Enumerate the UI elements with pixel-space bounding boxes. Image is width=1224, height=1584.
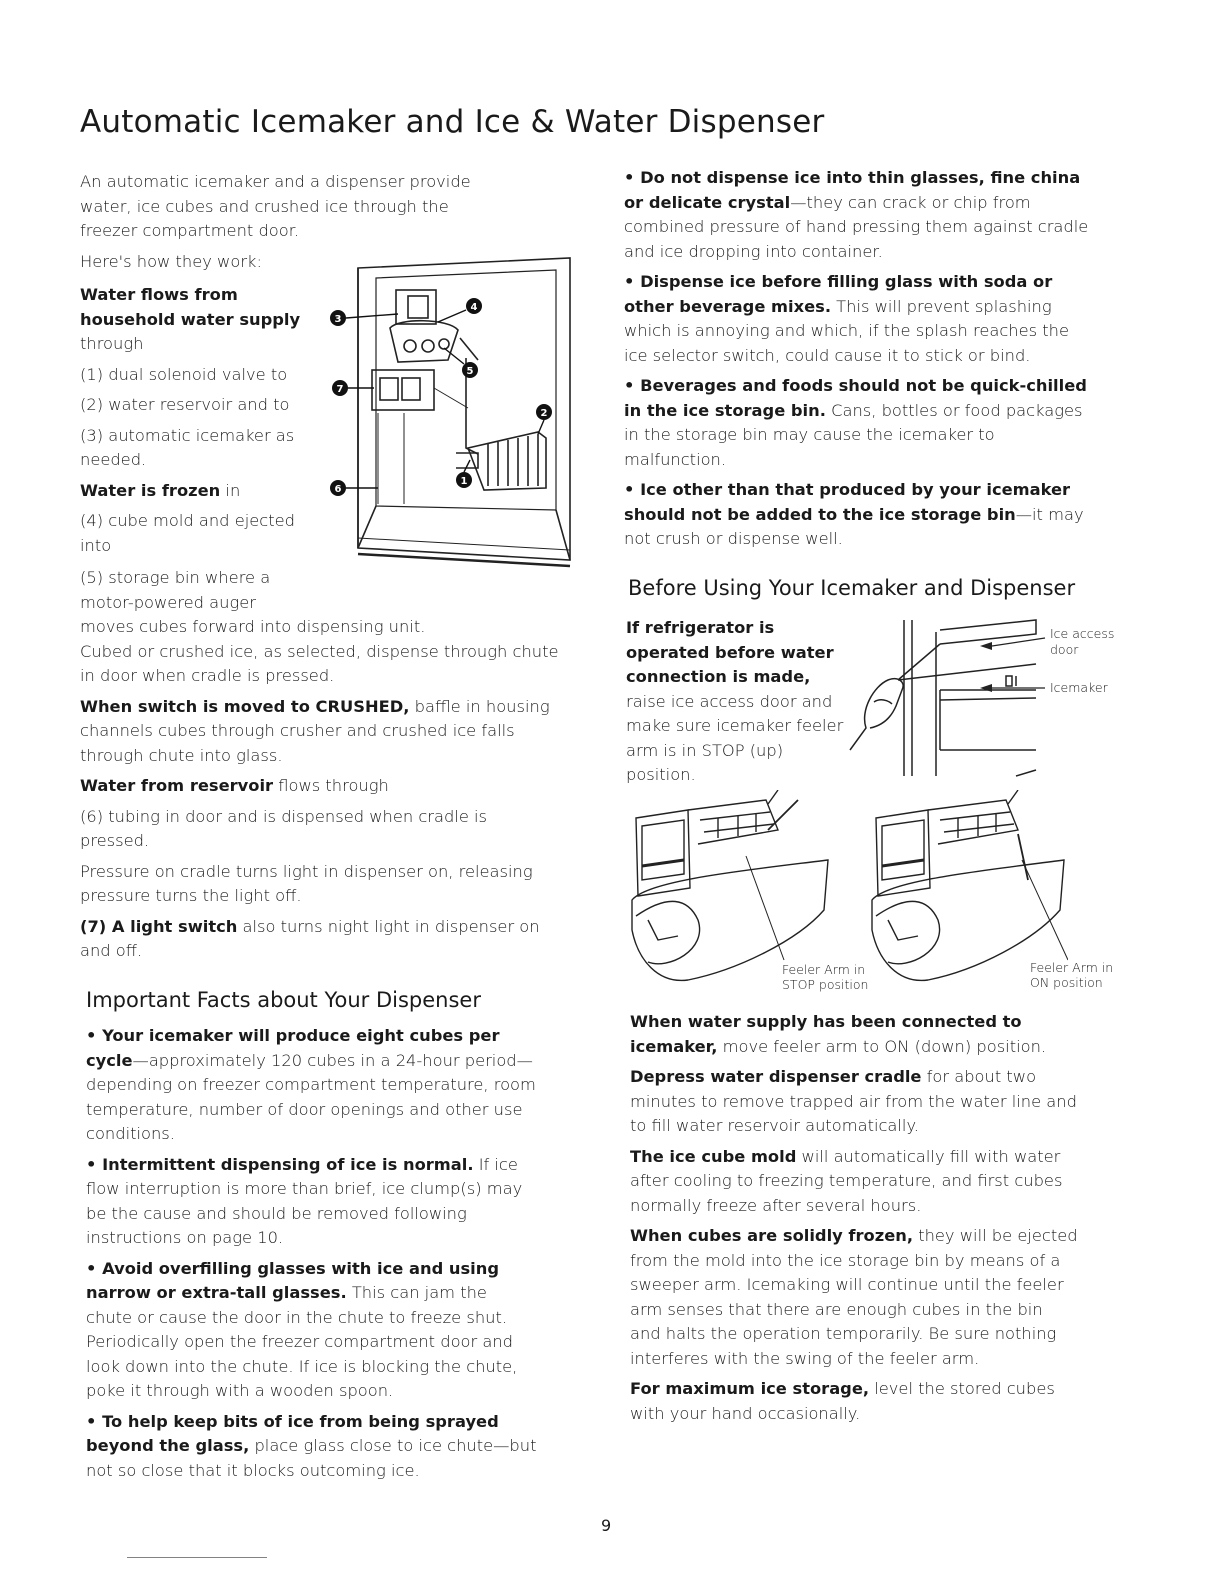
how-it-works-continued <box>80 566 570 964</box>
step-6: (6) tubing in door and is dispensed when cradle is pressed. <box>80 806 488 850</box>
right-bullet-1 <box>624 166 1094 264</box>
icemaker-stop-diagram <box>632 790 828 980</box>
before-paragraph-1 <box>626 616 846 788</box>
right-bullet-4 <box>624 478 1094 552</box>
reservoir-rest: flows through <box>273 776 389 795</box>
step-2: (2) water reservoir and to <box>80 395 290 414</box>
step-7-bold: (7) A light switch <box>80 916 238 936</box>
water-flows-text <box>80 283 310 357</box>
intro-how-it-works: Here's how they work: <box>80 251 262 271</box>
before-steps <box>630 1010 1078 1426</box>
fact-1-bold: • Your icemaker will produce eight cubes per cycle <box>86 1026 500 1070</box>
fact-1 <box>86 1024 538 1147</box>
crushed-bold: When switch is moved to CRUSHED, <box>80 696 410 716</box>
fact-4-bold: • To help keep bits of ice from being sprayed beyond the glass, <box>86 1411 499 1455</box>
fact-2-rest: If ice flow interruption is more than brief, ice clump(s) may be the cause and should be removed following instructions on page 10. <box>86 1154 523 1247</box>
icemaker-on-diagram <box>872 790 1068 980</box>
before-paragraph-3-rest: for about two minutes to remove trapped air from the water line and to fill water reservoir automatically. <box>630 1067 1077 1135</box>
facts-heading: Important Facts about Your Dispenser <box>86 988 481 1012</box>
step-1: (1) dual solenoid valve to <box>80 364 288 384</box>
fact-3-rest: This can jam the chute or cause the door in the chute to freeze shut. Periodically open the freezer compartment door and look down into the chute. If ice is blocking the chute, poke it through with a wooden spoon. <box>86 1283 518 1400</box>
before-paragraph-4 <box>630 1145 1078 1219</box>
reservoir-bold: Water from reservoir <box>80 776 274 795</box>
label-ice-access-door: Ice access door <box>1050 626 1115 657</box>
fact-2 <box>86 1153 538 1251</box>
water-frozen-bold: Water is frozen <box>80 480 221 500</box>
ice-access-door-diagram <box>840 610 1050 780</box>
marker-1 <box>456 460 472 488</box>
marker-4 <box>438 298 482 322</box>
before-paragraph-6-rest: level the stored cubes with your hand occasionally. <box>630 1379 1055 1423</box>
fact-3-bold: • Avoid overfilling glasses with ice and using narrow or extra-tall glasses. <box>86 1258 500 1302</box>
marker-3 <box>330 310 398 326</box>
before-paragraph-5-bold: When cubes are solidly frozen, <box>630 1226 914 1245</box>
right-bullet-3-bold: • Beverages and foods should not be quick-chilled in the ice storage bin. <box>624 376 1087 420</box>
step-5b: moves cubes forward into dispensing unit. <box>80 617 426 636</box>
before-paragraph-2-rest: move feeler arm to ON (down) position. <box>717 1036 1047 1056</box>
right-bullet-2-bold: • Dispense ice before filling glass with soda or other beverage mixes. <box>624 272 1053 316</box>
cubed-crushed-text: Cubed or crushed ice, as selected, dispense through chute in door when cradle is pressed. <box>80 641 559 685</box>
svg-text:4: 4 <box>470 302 478 313</box>
right-bullet-1-rest: —they can crack or chip from combined pressure of hand pressing them against cradle and ice dropping into container. <box>624 192 1089 261</box>
before-paragraph-1-bold: If refrigerator is operated before water connection is made, <box>626 618 834 686</box>
step-3: (3) automatic icemaker as needed. <box>80 425 295 469</box>
right-bullet-1-bold: • Do not dispense ice into thin glasses, fine china or delicate crystal <box>624 168 1081 212</box>
svg-text:1: 1 <box>460 476 468 487</box>
right-bullet-4-bold: • Ice other than that produced by your icemaker should not be added to the ice storage bin <box>624 480 1071 524</box>
before-paragraph-2 <box>630 1010 1078 1059</box>
reservoir-text <box>80 774 570 799</box>
water-flows-rest: through <box>80 334 144 353</box>
before-paragraph-4-rest: will automatically fill with water after cooling to freezing temperature, and first cubes normally freeze after several hours. <box>630 1146 1063 1215</box>
fact-3 <box>86 1257 538 1404</box>
svg-text:7: 7 <box>336 384 344 395</box>
water-frozen-text <box>80 479 310 504</box>
before-paragraph-6 <box>630 1377 1078 1426</box>
right-bullet-2 <box>624 270 1094 368</box>
marker-7 <box>332 380 374 396</box>
water-flows-bold: Water flows from household water supply <box>80 285 301 329</box>
marker-2 <box>536 404 552 434</box>
step-7 <box>80 915 555 964</box>
footer-rule <box>127 1557 267 1558</box>
svg-text:6: 6 <box>334 484 342 495</box>
right-bullet-4-rest: —it may not crush or dispense well. <box>624 504 1084 548</box>
water-frozen-rest: in <box>220 480 241 500</box>
before-intro <box>626 616 846 788</box>
marker-6 <box>330 480 378 496</box>
before-paragraph-4-bold: The ice cube mold <box>630 1146 797 1166</box>
step-5a: (5) storage bin where a motor-powered auger <box>80 568 271 612</box>
page-number: 9 <box>601 1516 612 1535</box>
svg-text:2: 2 <box>540 408 548 419</box>
before-paragraph-1-rest: raise ice access door and make sure icemaker feeler arm is in STOP (up) position. <box>626 691 844 784</box>
facts-list <box>86 1024 538 1483</box>
page-title: Automatic Icemaker and Ice & Water Dispenser <box>80 104 825 140</box>
right-bullet-2-rest: This will prevent splashing which is annoying and which, if the splash reaches the ice selector switch, could cause it to stick or bind. <box>624 296 1069 365</box>
right-bullets <box>624 166 1094 552</box>
before-paragraph-2-bold: When water supply has been connected to icemaker, <box>630 1012 1022 1056</box>
label-feeler-on: Feeler Arm in ON position <box>1030 960 1114 990</box>
before-paragraph-6-bold: For maximum ice storage, <box>630 1379 870 1398</box>
right-bullet-3 <box>624 374 1094 472</box>
before-heading: Before Using Your Icemaker and Dispenser <box>628 576 1076 600</box>
fact-4-rest: place glass close to ice chute—but not so close that it blocks outcoming ice. <box>86 1436 537 1480</box>
marker-5 <box>444 348 478 378</box>
freezer-cutaway-diagram <box>318 248 580 578</box>
svg-text:3: 3 <box>334 314 342 325</box>
svg-text:5: 5 <box>466 366 474 377</box>
fact-4 <box>86 1410 538 1484</box>
step-7-rest: also turns night light in dispenser on and off. <box>80 916 540 960</box>
how-it-works-list <box>80 283 310 558</box>
before-paragraph-5 <box>630 1224 1078 1371</box>
right-bullet-3-rest: Cans, bottles or food packages in the storage bin may cause the icemaker to malfunction. <box>624 400 1083 469</box>
before-paragraph-5-rest: they will be ejected from the mold into the ice storage bin by means of a sweeper arm. Icemaking will continue until the feeler arm senses that there are enough cubes in the bin and halts the operation temporarily. Be sure nothing interferes with the swing of the feeler arm. <box>630 1226 1078 1368</box>
before-paragraph-3-bold: Depress water dispenser cradle <box>630 1067 922 1086</box>
fact-1-rest: —approximately 120 cubes in a 24-hour period—depending on freezer compartment temperature, room temperature, number of door openings and other use conditions. <box>86 1050 536 1143</box>
before-paragraph-3 <box>630 1065 1078 1139</box>
crushed-text <box>80 695 570 769</box>
crushed-rest: baffle in housing channels cubes through crusher and crushed ice falls through chute into glass. <box>80 696 550 765</box>
pressure-text: Pressure on cradle turns light in dispenser on, releasing pressure turns the light off. <box>80 861 533 905</box>
fact-2-bold: • Intermittent dispensing of ice is normal. <box>86 1154 474 1174</box>
label-feeler-stop: Feeler Arm in STOP position <box>782 962 869 992</box>
step-4: (4) cube mold and ejected into <box>80 511 295 555</box>
label-icemaker: Icemaker <box>1050 680 1108 695</box>
intro-paragraph: An automatic icemaker and a dispenser provide water, ice cubes and crushed ice through the freezer compartment door. <box>80 172 471 240</box>
